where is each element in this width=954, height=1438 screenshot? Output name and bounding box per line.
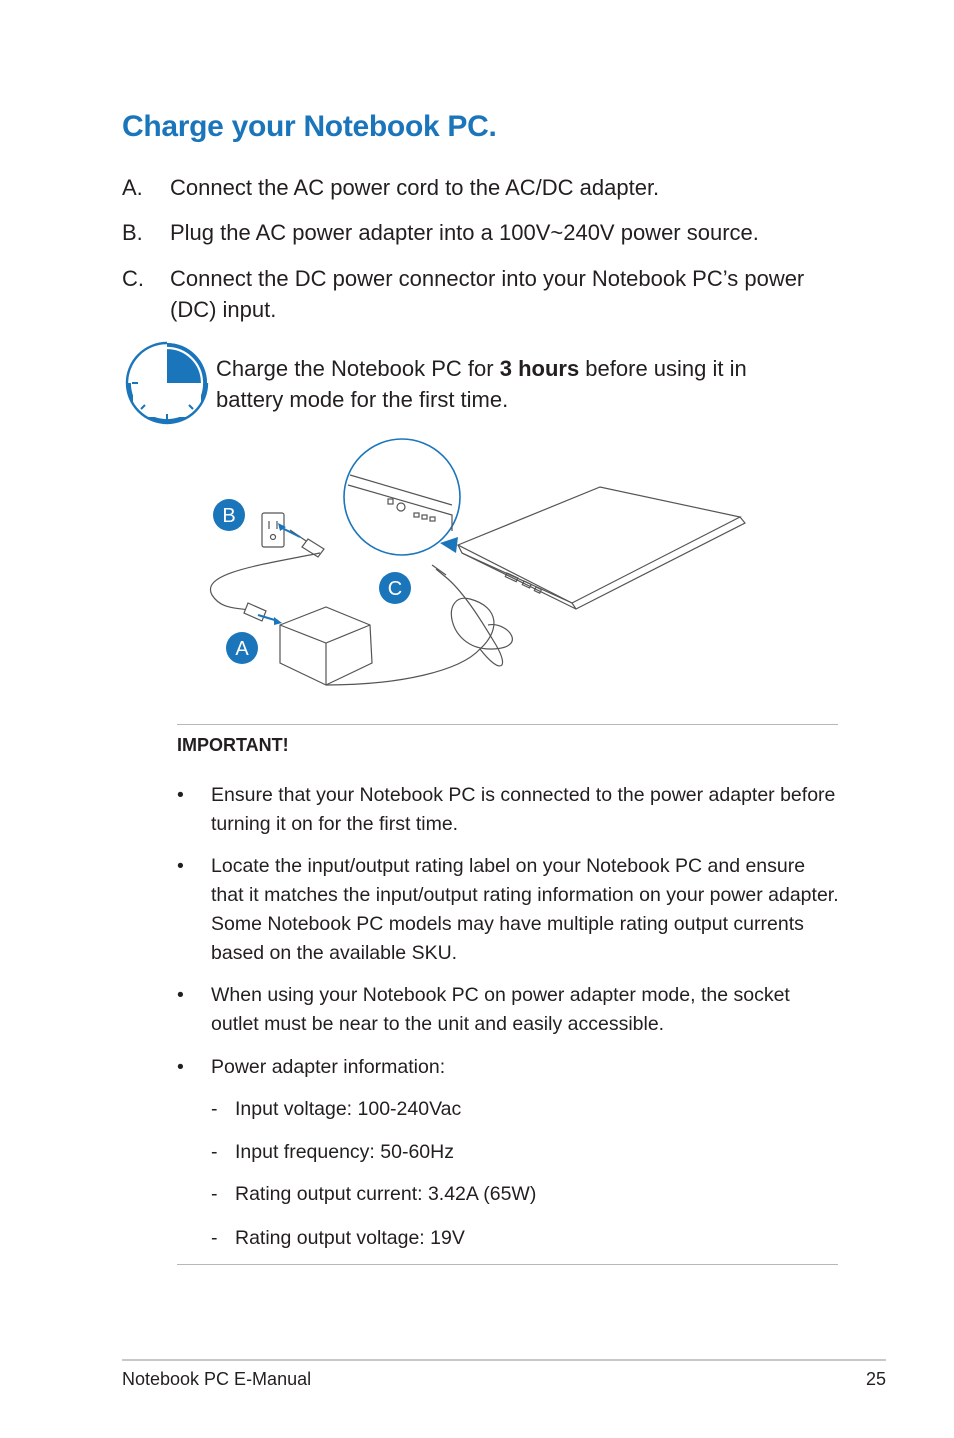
- label-b-text: B: [222, 505, 236, 527]
- bullet-text: Locate the input/output rating label on your Notebook PC and ensure that it matches the input/output rating information on your power adapter. Some Notebook PC models may have multiple rating output currents based on the available SKU.: [211, 855, 839, 964]
- sub-text: Input frequency: 50-60Hz: [235, 1141, 454, 1163]
- footer-rule: [122, 1359, 886, 1361]
- step-text: Connect the AC power cord to the AC/DC adapter.: [170, 175, 660, 200]
- important-bottom-rule: [177, 1264, 838, 1265]
- bullet-dot: •: [177, 784, 184, 806]
- bullet-text: When using your Notebook PC on power adapter mode, the socket outlet must be near to the unit and easily accessible.: [211, 984, 790, 1035]
- bullet-dot: •: [177, 855, 184, 877]
- step-text: Connect the DC power connector into your Notebook PC’s power (DC) input.: [170, 266, 805, 322]
- sub-dash: -: [211, 1227, 218, 1249]
- bullet-dot: •: [177, 1056, 184, 1078]
- sub-dash: -: [211, 1183, 218, 1205]
- label-a-text: A: [235, 638, 249, 660]
- sub-text: Input voltage: 100-240Vac: [235, 1098, 462, 1120]
- step-letter: A.: [122, 175, 143, 200]
- important-top-rule: [177, 724, 838, 725]
- bullet-dot: •: [177, 984, 184, 1006]
- sub-dash: -: [211, 1098, 218, 1120]
- label-c-text: C: [387, 578, 403, 600]
- page-title: Charge your Notebook PC.: [122, 110, 497, 143]
- charge-note: [216, 353, 816, 415]
- footer-title: Notebook PC E-Manual: [122, 1369, 312, 1389]
- label-c: [379, 572, 411, 604]
- note-text-after: before using it in battery mode for the first time.: [216, 356, 747, 412]
- sub-dash: -: [211, 1141, 218, 1163]
- bullet-text: Power adapter information:: [211, 1056, 446, 1078]
- step-text: Plug the AC power adapter into a 100V~240V power source.: [170, 220, 759, 245]
- note-hours: 3 hours: [499, 356, 580, 381]
- page-number: 25: [865, 1369, 886, 1389]
- step-letter: B.: [122, 220, 143, 245]
- important-heading: IMPORTANT!: [177, 735, 289, 755]
- step-letter: C.: [122, 266, 144, 291]
- sub-text: Rating output voltage: 19V: [235, 1227, 465, 1249]
- sub-text: Rating output current: 3.42A (65W): [235, 1183, 537, 1205]
- charging-diagram: [200, 435, 760, 695]
- label-a: [226, 632, 258, 664]
- label-b: [213, 499, 245, 531]
- clock-icon: [125, 341, 209, 425]
- bullet-text: Ensure that your Notebook PC is connected to the power adapter before turning it on for the first time.: [211, 784, 836, 835]
- note-text-before: Charge the Notebook PC for: [216, 356, 500, 381]
